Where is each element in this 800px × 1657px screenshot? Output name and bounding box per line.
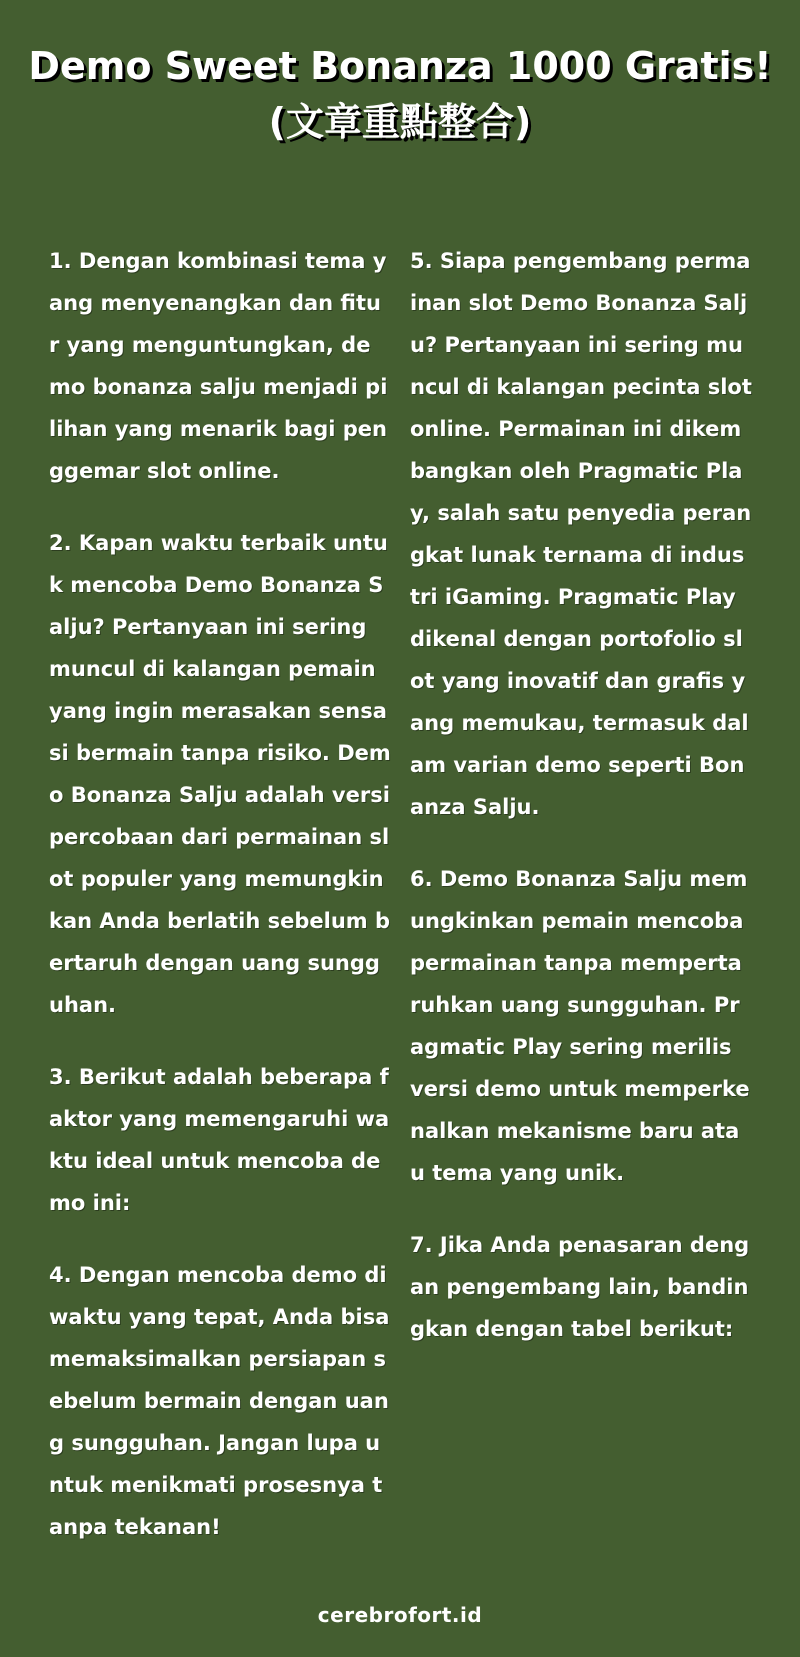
paragraph-7: 7. Jika Anda penasaran dengan pengembang lain, bandingkan dengan tabel berikut:	[410, 1233, 750, 1341]
title-line-1: Demo Sweet Bonanza 1000 Gratis!	[28, 44, 772, 88]
right-column	[410, 240, 752, 1380]
paragraph-6: 6. Demo Bonanza Salju memungkinkan pemain mencoba permainan tanpa mempertaruhkan uang sungguhan. Pragmatic Play sering merilis versi demo untuk memperkenalkan mekanisme baru atau tema yang unik.	[410, 867, 750, 1185]
paragraph-1: 1. Dengan kombinasi tema yang menyenangkan dan fitur yang menguntungkan, demo bonanza salju menjadi pilihan yang menarik bagi penggemar slot online.	[49, 249, 388, 483]
paragraph-3: 3. Berikut adalah beberapa faktor yang memengaruhi waktu ideal untuk mencoba demo ini:	[49, 1065, 390, 1215]
paragraph-4: 4. Dengan mencoba demo di waktu yang tepat, Anda bisa memaksimalkan persiapan sebelum bermain dengan uang sungguhan. Jangan lupa untuk menikmati prosesnya tanpa tekanan!	[49, 1263, 390, 1539]
title-line-2: (文章重點整合)	[268, 100, 532, 144]
page-title	[0, 38, 800, 150]
paragraph-2: 2. Kapan waktu terbaik untuk mencoba Demo Bonanza Salju? Pertanyaan ini sering muncul di kalangan pemain yang ingin merasakan sensasi bermain tanpa risiko. Demo Bonanza Salju adalah versi percobaan dari permainan slot populer yang memungkinkan Anda berlatih sebelum bertaruh dengan uang sungguhan.	[49, 531, 391, 1017]
paragraph-5: 5. Siapa pengembang permainan slot Demo Bonanza Salju? Pertanyaan ini sering muncul di kalangan pecinta slot online. Permainan ini dikembangkan oleh Pragmatic Play, salah satu penyedia perangkat lunak ternama di industri iGaming. Pragmatic Play dikenal dengan portofolio slot yang inovatif dan grafis yang memukau, termasuk dalam varian demo seperti Bonanza Salju.	[410, 249, 752, 819]
footer-site-name: cerebrofort.id	[317, 1603, 483, 1627]
left-column	[49, 240, 391, 1578]
